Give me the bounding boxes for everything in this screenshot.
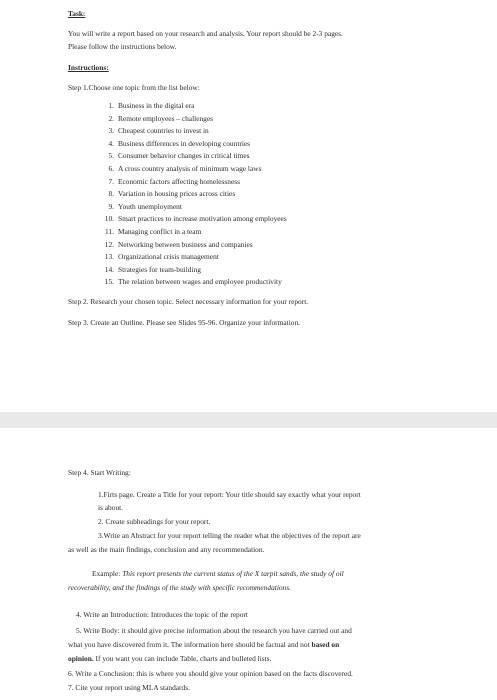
- topic-text: Variation in housing prices across cities: [118, 189, 236, 199]
- example-line-2: recoverability, and the findings of the study with specific recommendations.: [68, 583, 291, 592]
- intro-line-2: Please follow the instructions below.: [68, 42, 177, 51]
- topic-item: [100, 240, 253, 250]
- topic-number: 9.: [108, 201, 114, 211]
- topic-item: [100, 214, 287, 224]
- item-3-line-1: 3.Write an Abstract for your report telling the reader what the objectives of the report are: [98, 531, 361, 540]
- topic-number: 13.: [104, 252, 114, 262]
- item-7: 7. Cite your report using MLA standards.: [68, 683, 190, 692]
- topic-text: A cross country analysis of minimum wage laws: [118, 164, 262, 173]
- topic-number: 15.: [104, 277, 114, 287]
- topic-item: [100, 114, 213, 124]
- step-1: Step 1.Choose one topic from the list below:: [68, 83, 200, 92]
- topic-number: 5.: [108, 151, 114, 161]
- topic-text: Cheapest countries to invest in: [118, 126, 209, 136]
- topic-item: [100, 189, 235, 199]
- topic-text: Networking between business and companies: [118, 239, 253, 249]
- step-2: Step 2. Research your chosen topic. Select necessary information for your report.: [68, 297, 309, 306]
- item-5-line-3: [68, 654, 271, 664]
- topic-text: Smart practices to increase motivation among employees: [118, 214, 287, 224]
- example-line-1: [92, 569, 344, 579]
- topic-number: 14.: [104, 264, 114, 274]
- step-3: Step 3. Create an Outline. Please see Slides 95-96. Organize your information.: [68, 318, 300, 327]
- topic-item: [100, 139, 250, 149]
- topic-text: Business differences in developing countries: [118, 138, 251, 148]
- topic-text: Economic factors affecting homelessness: [118, 176, 240, 186]
- item-3-line-2: as well as the main findings, conclusion and any recommendation.: [68, 545, 265, 554]
- instructions-heading: Instructions:: [68, 63, 109, 72]
- item-1-line-1: 1.Firts page. Create a Title for your report: Your title should say exactly what your report: [98, 490, 361, 499]
- example-label: Example:: [92, 569, 121, 578]
- intro-line-1: You will write a report based on your research and analysis. Your report should be 2-3 pages.: [68, 29, 343, 38]
- item-5-line-2: [68, 640, 339, 650]
- topic-item: [100, 164, 261, 174]
- document-page-2: [0, 428, 497, 700]
- topic-number: 12.: [104, 239, 114, 249]
- topic-number: 4.: [108, 138, 114, 148]
- topic-item: [100, 126, 209, 136]
- topic-text: Remote employees – challenges: [118, 113, 214, 123]
- topic-text: Business in the digital era: [118, 101, 195, 110]
- topic-text: Managing conflict in a team: [118, 227, 202, 236]
- topic-number: 8.: [108, 189, 114, 199]
- topic-item: [100, 101, 194, 111]
- topic-item: [100, 277, 282, 287]
- item-5-bold-a: based on: [311, 640, 340, 649]
- item-5-bold-b: opinion.: [68, 654, 94, 663]
- topic-number: 7.: [108, 176, 114, 186]
- topic-text: Strategies for team-building: [118, 264, 201, 274]
- item-2: 2. Create subheadings for your report.: [98, 517, 211, 526]
- item-6: 6. Write a Conclusion: this is where you should give your opinion based on the facts discovered.: [68, 669, 353, 678]
- topic-item: [100, 227, 201, 237]
- item-5-line-1: 5. Write Body: it should give precise information about the research you have carried out and: [76, 626, 352, 635]
- item-5-line-2-text: what you have discovered from it. The information here should be factual and not: [68, 640, 310, 649]
- topic-text: The relation between wages and employee productivity: [118, 277, 282, 287]
- topic-number: 3.: [108, 126, 114, 136]
- topic-item: [100, 252, 219, 262]
- topic-text: Consumer behavior changes in critical times: [118, 151, 250, 161]
- task-heading: Task:: [68, 9, 86, 18]
- item-4: 4. Write an Introduction: Introduces the topic of the report: [76, 610, 248, 619]
- topic-number: 11.: [105, 227, 114, 236]
- topic-item: [100, 151, 250, 161]
- topic-number: 10.: [104, 214, 114, 224]
- topic-text: Youth unemployment: [118, 201, 182, 211]
- item-5-line-3-text: If you want you can include Table, charts and bulleted lists.: [95, 654, 272, 663]
- topic-number: 2.: [108, 113, 114, 123]
- topic-item: [100, 202, 182, 212]
- topic-text: Organizational crisis management: [118, 252, 219, 262]
- step-4: Step 4. Start Writing:: [68, 468, 131, 477]
- topic-number: 6.: [108, 164, 114, 173]
- example-text-1: This report presents the current status of the X tarpit sands, the study of oil: [122, 569, 344, 578]
- item-1-line-2: is about.: [98, 503, 124, 512]
- topic-item: [100, 265, 201, 275]
- topic-number: 1.: [108, 101, 114, 110]
- topic-item: [100, 177, 240, 187]
